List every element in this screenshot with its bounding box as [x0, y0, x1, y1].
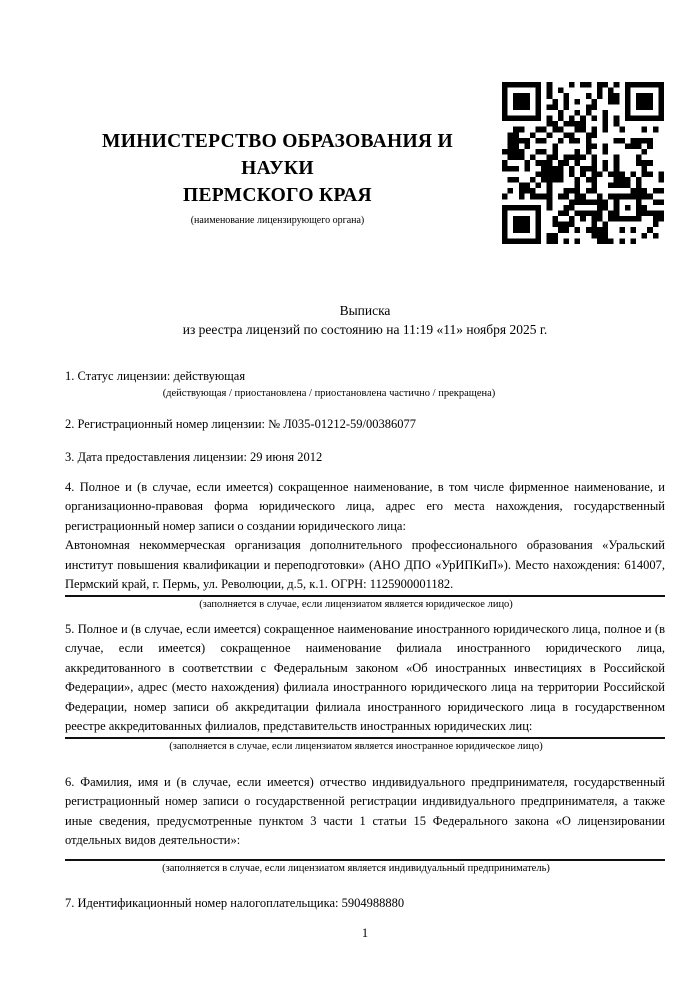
title-line2: из реестра лицензий по состоянию на 11:19 «11» ноября 2025 г. — [182, 322, 548, 337]
grant-date-text: 3. Дата предоставления лицензии: 29 июня 2012 — [65, 450, 323, 464]
legal-entity-value: Автономная некоммерческая организация дополнительного профессионального образования «Уральский институт повышения квалификации и переподготовки» (АНО ДПО «УрИПКиП»). Место нахождения: 614007, Пермский край, г. Пермь, ул. Революции, д.5, к.1. ОГРН: 1125900001182. — [65, 538, 665, 592]
qr-code-container — [502, 82, 664, 244]
licensing-authority-caption: (наименование лицензирующего органа) — [190, 215, 365, 226]
section-4-legal-entity — [65, 478, 665, 612]
document-title — [65, 301, 665, 339]
section-3-grant-date — [65, 448, 665, 467]
foreign-entity-caption: (заполняется в случае, если лицензиатом является иностранное юридическое лицо) — [169, 741, 543, 753]
legal-entity-field-description: 4. Полное и (в случае, если имеется) сокращенное наименование, в том числе фирменное наименование, и организационно-правовая форма юридического лица, адрес его места нахождения, государственный регистрационный номер записи о создании юридического лица: — [65, 480, 665, 533]
section-1-license-status — [65, 367, 665, 401]
page-number: 1 — [361, 926, 369, 940]
ministry-name-line2: ПЕРМСКОГО КРАЯ — [183, 185, 372, 206]
ministry-header — [65, 128, 490, 227]
qr-code-icon — [502, 82, 664, 244]
license-status-text: 1. Статус лицензии: действующая — [65, 369, 246, 383]
section-7-taxpayer-id — [65, 894, 665, 913]
registration-number-text: 2. Регистрационный номер лицензии: № Л035-01212-59/00386077 — [65, 417, 416, 431]
title-line1: Выписка — [339, 303, 391, 318]
entrepreneur-caption: (заполняется в случае, если лицензиатом является индивидуальный предприниматель) — [162, 862, 550, 874]
section-2-registration-number — [65, 415, 665, 434]
taxpayer-id-text: 7. Идентификационный номер налогоплательщика: 5904988880 — [65, 896, 405, 910]
section-5-foreign-entity — [65, 620, 665, 754]
entrepreneur-field-description: 6. Фамилия, имя и (в случае, если имеется) отчество индивидуального предпринимателя, государственный регистрационный номер записи о государственной регистрации индивидуального предпринимателя, а также иные сведения, предусмотренные пунктом 3 части 1 статьи 15 Федерального закона «О лицензировании отдельных видов деятельности»: — [65, 775, 665, 848]
legal-entity-caption: (заполняется в случае, если лицензиатом является юридическое лицо) — [199, 599, 513, 611]
ministry-name-line1: МИНИСТЕРСТВО ОБРАЗОВАНИЯ И НАУКИ — [102, 131, 453, 179]
license-status-options-caption: (действующая / приостановлена / приостановлена частично / прекращена) — [162, 388, 496, 400]
section-6-individual-entrepreneur — [65, 773, 665, 876]
foreign-entity-field-description: 5. Полное и (в случае, если имеется) сокращенное наименование иностранного юридического лица, полное и (в случае, если имеется) сокращенное наименование филиала иностранного юридического лица, аккредитованного в соответствии с Федеральным законом «Об иностранных инвестициях в Российской Федерации», адрес (место нахождения) филиала иностранного юридического лица на территории Российской Федерации, номер записи об аккредитации филиала иностранного юридического лица в государственном реестре аккредитованных филиалов, представительств иностранных юридических лиц: — [65, 622, 665, 734]
